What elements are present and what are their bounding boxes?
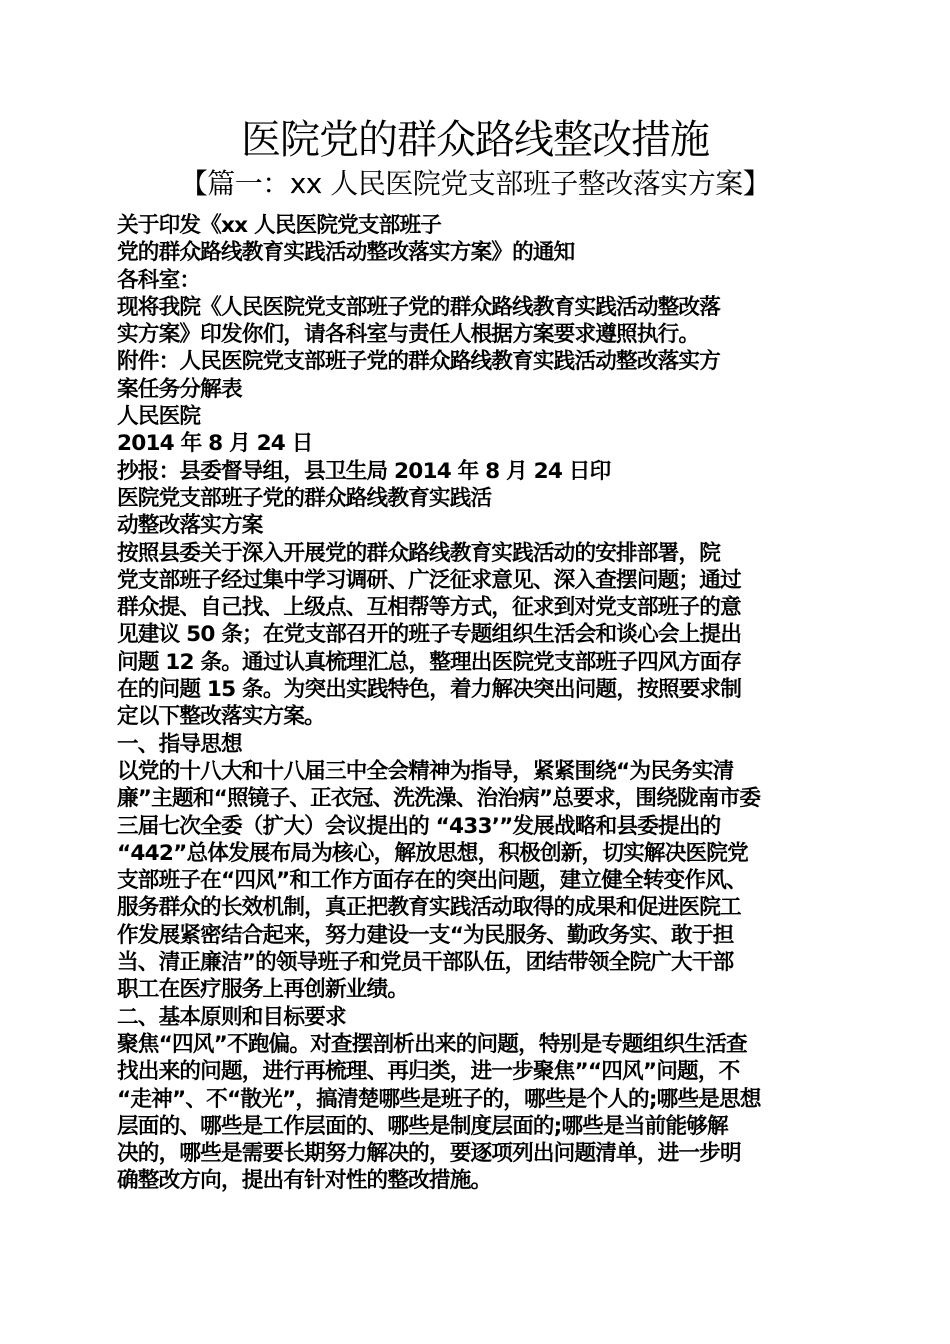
body-line: 医院党支部班子党的群众路线教育实践活	[117, 485, 492, 511]
body-line: 服务群众的长效机制，真正把教育实践活动取得的成果和促进医院工	[117, 895, 741, 921]
body-line: 聚焦“四风”不跑偏。对查摆剖析出来的问题，特别是专题组织生活查	[117, 1031, 747, 1057]
body-line: 找出来的问题，进行再梳理、再归类，进一步聚焦”“四风”问题，不	[117, 1059, 740, 1085]
body-line: 实方案》印发你们，请各科室与责任人根据方案要求遵照执行。	[117, 322, 700, 348]
body-line: 现将我院《人民医院党支部班子党的群众路线教育实践活动整改落	[117, 294, 721, 320]
body-line: 三届七次全委（扩大）会议提出的 “433’”发展战略和县委提出的	[117, 813, 721, 839]
body-line: 作发展紧密结合起来，努力建设一支“为民服务、勤政务实、敢于担	[117, 922, 734, 948]
body-line: 附件：人民医院党支部班子党的群众路线教育实践活动整改落实方	[117, 349, 721, 375]
body-line: 以党的十八大和十八届三中全会精神为指导，紧紧围绕“为民务实清	[117, 758, 734, 784]
document-body	[117, 212, 845, 1195]
body-line: 在的问题 15 条。为突出实践特色，着力解决突出问题，按照要求制	[117, 677, 742, 703]
body-line: 当、清正廉洁”的领导班子和党员干部队伍，团结带领全院广大干部	[117, 950, 734, 976]
body-line: 党支部班子经过集中学习调研、广泛征求意见、深入查摆问题；通过	[117, 567, 741, 593]
body-line: 支部班子在“四风”和工作方面存在的突出问题，建立健全转变作风、	[117, 868, 747, 894]
body-line: 二、基本原则和目标要求	[117, 1004, 346, 1030]
body-line: 2014 年 8 月 24 日	[117, 431, 313, 457]
body-line: “走神”、不“散光”，搞清楚哪些是班子的，哪些是个人的;哪些是思想	[117, 1086, 761, 1112]
body-line: 一、指导思想	[117, 731, 242, 757]
body-line: 问题 12 条。通过认真梳理汇总，整理出医院党支部班子四风方面存	[117, 649, 742, 675]
body-line: 关于印发《xx 人民医院党支部班子	[117, 213, 442, 238]
body-line: “442”总体发展布局为核心，解放思想，积极创新，切实解决医院党	[117, 840, 748, 866]
body-line: 职工在医疗服务上再创新业绩。	[117, 977, 409, 1003]
body-line: 各科室：	[117, 267, 201, 293]
body-line: 定以下整改落实方案。	[117, 704, 325, 730]
body-line: 人民医院	[117, 404, 201, 430]
document-subtitle: 【篇一：xx 人民医院党支部班子整改落实方案】	[179, 167, 771, 200]
body-line: 层面的、哪些是工作层面的、哪些是制度层面的;哪些是当前能够解	[117, 1113, 728, 1139]
body-line: 见建议 50 条；在党支部召开的班子专题组织生活会和谈心会上提出	[117, 622, 742, 648]
body-line: 廉”主题和“照镜子、正衣冠、洗洗澡、治治病”总要求，围绕陇南市委	[117, 786, 761, 812]
body-line: 动整改落实方案	[117, 513, 263, 539]
body-line: 决的，哪些是需要长期努力解决的，要逐项列出问题清单，进一步明	[117, 1141, 741, 1167]
body-line: 案任务分解表	[117, 376, 242, 402]
body-line: 确整改方向，提出有针对性的整改措施。	[117, 1168, 492, 1194]
body-line: 群众提、自己找、上级点、互相帮等方式，征求到对党支部班子的意	[117, 595, 741, 621]
document-title: 医院党的群众路线整改措施	[241, 117, 709, 163]
body-line: 党的群众路线教育实践活动整改落实方案》的通知	[117, 240, 575, 266]
body-line: 按照县委关于深入开展党的群众路线教育实践活动的安排部署，院	[117, 540, 721, 566]
body-line: 抄报：县委督导组，县卫生局 2014 年 8 月 24 日印	[117, 458, 611, 484]
